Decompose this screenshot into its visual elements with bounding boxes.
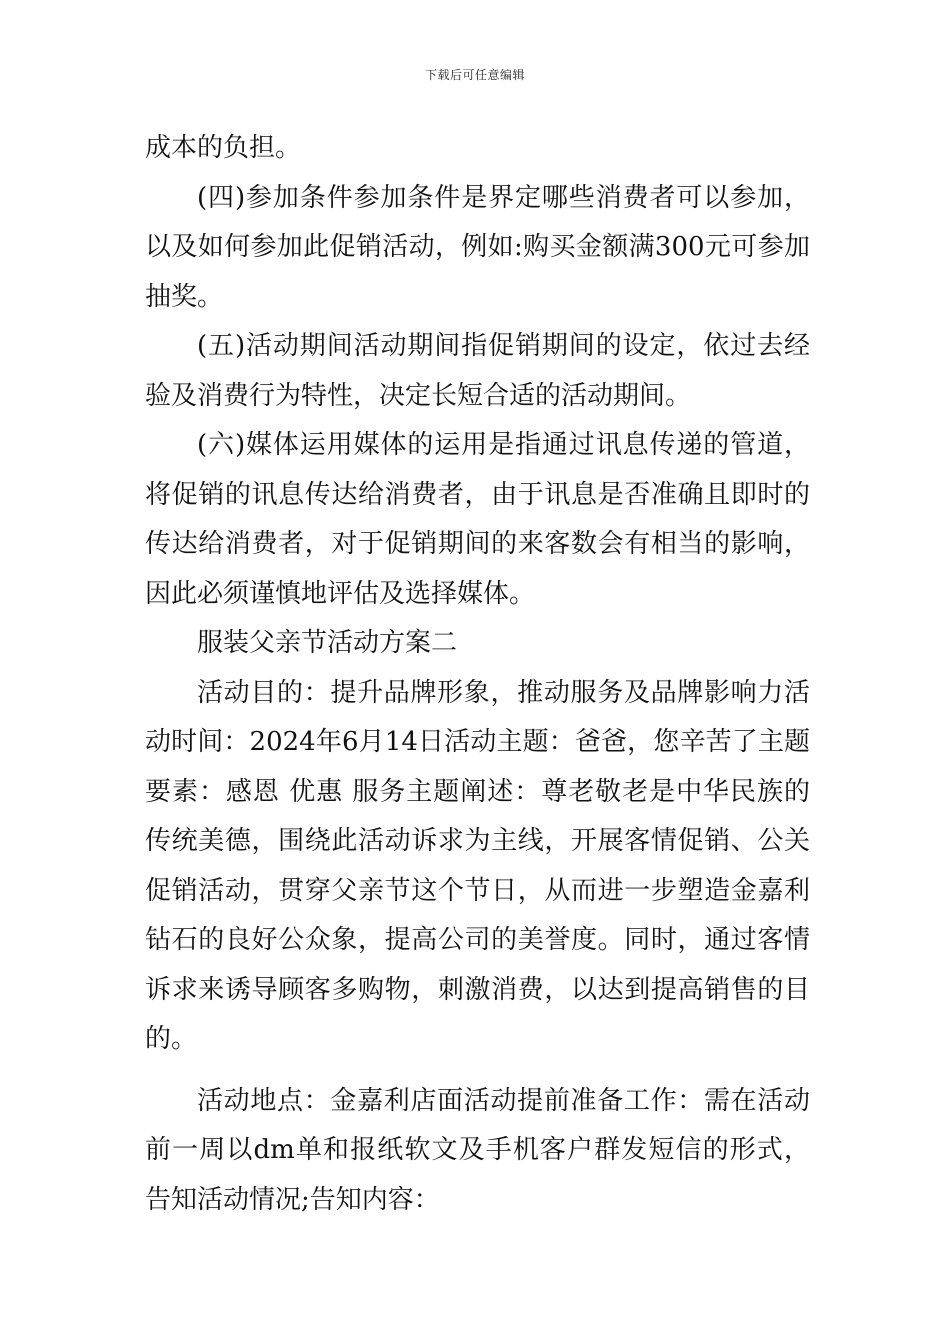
paragraph-continuation: 成本的负担。 [145,133,302,163]
section-title: 服装父亲节活动方案二 [197,628,458,658]
document-body [145,124,810,1225]
paragraph-conditions: (四)参加条件参加条件是界定哪些消费者可以参加，以及如何参加此促销活动，例如:购买金额满300元可参加抽奖。 [145,182,810,312]
paragraph-media: (六)媒体运用媒体的运用是指通过讯息传递的管道，将促销的讯息传达给消费者，由于讯息是否准确且即时的传达给消费者，对于促销期间的来客数会有相当的影响，因此必须谨慎地评估及选择媒体。 [145,430,810,609]
page-header: 下载后可任意编辑 [424,68,525,82]
paragraph-purpose: 活动目的：提升品牌形象，推动服务及品牌影响力活动时间：2024年6月14日活动主题：爸爸，您辛苦了主题要素：感恩 优惠 服务主题阐述：尊老敬老是中华民族的传统美德，围绕此活动诉求为主线，开展客情促销、公关促销活动，贯穿父亲节这个节日，从而进一步塑造金嘉利钻石的良好公众象，提高公司的美誉度。同时，通过客情诉求来诱导顾客多购物，刺激消费，以达到提高销售的目的。 [145,677,810,1054]
paragraph-period: (五)活动期间活动期间指促销期间的设定，依过去经验及消费行为特性，决定长短合适的活动期间。 [145,331,810,411]
paragraph-location: 活动地点：金嘉利店面活动提前准备工作：需在活动前一周以dm单和报纸软文及手机客户群发短信的形式，告知活动情况;告知内容： [145,1085,810,1215]
